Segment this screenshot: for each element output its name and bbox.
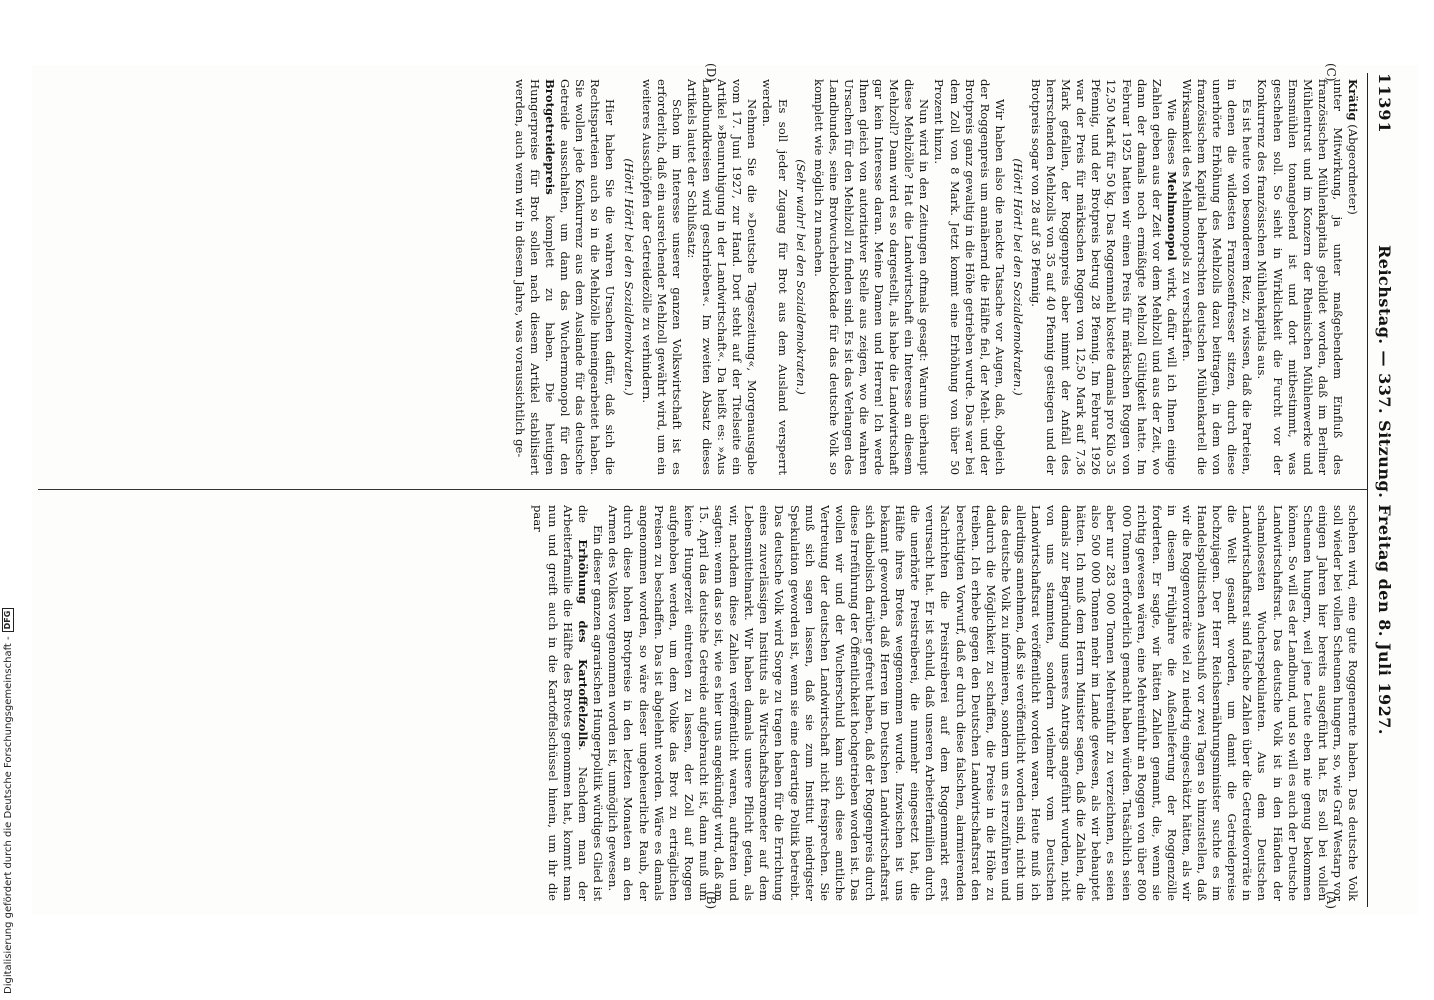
text-run: Schon im Interesse unserer ganzen Volkswirtschaft ist es erforderlich, daß ein ausreichender Mehlzoll gewährt wird, um ein weiteres Ausschöpfen der Getreidezölle zu verhindern. xyxy=(639,79,684,475)
interjection xyxy=(1010,79,1025,475)
paragraph xyxy=(1254,79,1345,475)
text-run: unter Mitwirkung, ja unter maßgebendem Einfluß des französischen Mühlenkapitals gebildet worden, daß im Berliner Mühlentrust und im Konzern der Rheinischen Mühlenwerke und Emsmühlen tonangebend ist und dort mitbestimmt, was geschehen soll. So sieht in Wirklichkeit die Furcht vor der Konkurrenz des französischen Mühlenkapitals aus. xyxy=(1255,79,1345,475)
text-run: Nun wird in den Zeitungen oftmals gesagt: Warum überhaupt diese Mehlzölle? Hat die Landwirtschaft ein Interesse an diesem Mehlzoll? Dann wird es so dargestellt, als habe die Landwirtschaft gar kein Interesse daran. Meine Damen und Herren! Ich werde Ihnen gleich von autoritativer Stelle aus zeigen, wo die wahren Ursachen für den Mehlzoll zu finden sind. Es ist das Verlangen des Landbundes, seine Brotwucherblockade für das deutsche Volk so komplett wie möglich zu machen. xyxy=(811,79,932,475)
text-run: Nehmen Sie die »Deutsche Tageszeitung«, Morgenausgabe vom 17. Juni 1927, zur Hand. Dort steht auf der Titelseite ein Artikel »Beunruhigung in der Landwirtschaft«. Da heißt es: »Aus Landbundkreisen wird geschrieben«. Im zweiten Absatz dieses Artikels lautet der Schlußsatz: xyxy=(684,79,760,475)
paragraph xyxy=(811,79,932,475)
emphasis: Erhöhung des Kartoffelzolls xyxy=(576,539,591,747)
interjection xyxy=(793,79,808,475)
margin-mark-c: (C) xyxy=(1324,63,1338,82)
text-run: Hier haben Sie die wahren Ursachen dafür, daß sich die Rechtsparteien auch so in die Mehlzölle hineingearbeitet haben. Sie wollen jede Konkurrenz aus dem Auslande für das deutsche Getreide ausschalten, um dann das Wuchermonopol für den xyxy=(558,79,618,475)
page-number: 11391 xyxy=(1375,73,1394,134)
paragraph xyxy=(530,505,605,901)
paragraph xyxy=(759,79,789,475)
emphasis: Brotgetreidepreis xyxy=(543,79,558,195)
text-run: Es soll jeder Zugang für Brot aus dem Ausland versperrt werden. xyxy=(760,79,790,475)
text-run: Es ist heute von besonderem Reiz, zu wissen, daß die Parteien, in denen die wildesten Franzosenfresser sitzen, durch diese unerhörte Erhöhung des Mehlzolls dazu beitragen, in dem von französischem Kapital beherrschten deutschen Mühlenkartell die Wirksamkeit des Mehlmonopols zu verschärfen. xyxy=(1179,79,1255,475)
speaker-line xyxy=(1345,79,1360,475)
text-run: Ein dieser ganzen agrarischen Hungerpolitik würdiges Glied ist die xyxy=(576,505,606,901)
text-run: schehen wird, eine gute Roggenernte haben. Das deutsche Volk soll wieder bei vollen Scheunen hungern, so, wie Graf Westarp vor einigen Jahren hier bereits ausgeführt hat. Es soll bei vollen Scheunen hungern, weil jene Leute eben nie genug bekommen können. So will es der Landbund, und so will es auch der Deutsche Landwirtschaftsrat. Das deutsche Volk ist in den Händen der schamlosesten Wucherspekulanten. Aus dem Deutschen Landwirtschaftsrat sind falsche Zahlen über die Getreidevorräte in die Welt gesandt worden, um damit die Getreidepreise hochzujagen. Der Herr Reichsernährungsminister suchte es im Handelspolitischen Ausschuß vor zwei Tagen so hinzustellen, daß wir die Roggenvorräte viel zu niedrig eingeschätzt hätten, als wir in diesem Frühjahre die Außenlieferung der Roggenzölle forderten. Er sagte, wir hätten Zahlen genannt, die, wenn sie richtig gewesen wären, eine Mehreinfuhr an Roggen von über 800 000 Tonnen erforderlich gemacht haben würden. Tatsächlich seien aber nur 283 000 Tonnen Mehreinfuhr zu verzeichnen, es seien also 500 000 Tonnen mehr im Lande gewesen, als wir behauptet hätten. Ich muß dem Herrn Minister sagen, daß die Zahlen, die damals zur Begründung unseres Antrags angeführt wurden, nicht von uns stammten, sondern vielmehr vom Deutschen Landwirtschaftsrat veröffentlicht worden waren. Heute muß ich allerdings annehmen, daß sie veröffentlicht worden sind, nicht um das deutsche Volk zu informieren, sondern um es irrezuführen und dadurch die Möglichkeit zu schaffen, die Preise in die Höhe zu treiben. Ich erhebe gegen den Deutschen Landwirtschaftsrat den berechtigten Vorwurf, daß er durch diese falschen, alarmierenden Nachrichten die Preistreiberei auf dem Roggenmarkt erst verursacht hat. Er ist schuld, daß unseren Arbeiterfamilien durch die unerhörte Preistreiberei, die nunmehr eingesetzt hat, die Hälfte ihres Brotes weggenommen wurde. Inzwischen ist uns bekannt geworden, daß Herren im Deutschen Landwirtschaftsrat sich diabolisch darüber gefreut haben, daß der Roggenpreis durch diese Irreführung der Öffentlichkeit hochgetrieben worden ist. Das wollen wir und der Wucherschuld kann sich diese amtliche Vertretung der deutschen Landwirtschaft nicht freisprechen. Sie muß sich sagen lassen, daß sie zum Institut niedrigster Spekulation geworden ist, wenn sie eine derartige Politik betreibt. Das deutsche Volk wird Sorge zu tragen haben für die Errichtung eines zuverlässigen Instituts als Wirtschaftsbarometer auf dem Lebensmittelmarkt. Wir haben damals unsere Pflicht getan, als wir, nachdem diese Zahlen veröffentlicht waren, auftraten und sagten: wenn das so ist, wie es hier uns angekündigt wird, daß am 15. April das deutsche Getreide aufgebraucht ist, dann muß um keine Hungerzeit eintreten zu lassen, der Zoll auf Roggen aufgehoben werden, um dem Volke das Brot zu erträglichen Preisen zu beschaffen. Das ist abgelehnt worden. Wäre es damals angenommen worden, so wäre dieser ungeheuerliche Raub, der durch diese hohen Brotpreise in den letzten Monaten an den Armen des Volkes vorgenommen worden ist, unmöglich gewesen. xyxy=(606,505,1360,901)
text-run: Wir haben also die nackte Tatsache vor Augen, daß, obgleich der Roggenpreis um annähernd die Hälfte fiel, der Mehl- und der Brotpreis ganz gewaltig in die Höhe getrieben wurde. Das war bei dem Zoll von 8 Mark. Jetzt kommt eine Erhöhung von über 50 Prozent hinzu. xyxy=(932,79,1007,475)
text-run: (Hört! Hört! bei den Sozialdemokraten.) xyxy=(621,158,636,396)
text-run: wirkt, dafür will ich Ihnen einige Zahlen geben aus der Zeit vor dem Mehlzoll und aus der Zeit, wo dann der damals noch ermäßigte Mehlzoll Gültigkeit hatte. Im Februar 1925 hatten wir einen Preis für märkischen Roggen von 12,50 Mark für 50 kg. Das Roggenmehl kostete damals pro Kilo 35 Pfennig, und der Brotpreis betrug 28 Pfennig. Im Februar 1926 war der Preis für märkischen Roggen von 12,50 Mark auf 7,36 Mark gefallen, der Roggenpreis aber nimmt der Anfall des herrschenden Mehlzolls von 35 auf 40 Pfennig gestiegen und der Brotpreis sogar von 28 auf 36 Pfennig. xyxy=(1029,79,1179,475)
digitization-credit xyxy=(0,0,16,1000)
paragraph xyxy=(512,79,618,475)
margin-mark-b: (B) xyxy=(704,891,718,910)
running-title: Reichstag. — 337. Sitzung. Freitag den 8. Juli 1927. xyxy=(1375,245,1394,735)
paragraph xyxy=(605,505,1360,901)
text-run: (Abgeordneter) xyxy=(1346,120,1360,215)
text-run: komplett zu haben. Die heutigen Hungerpreise für Brot sollen nach diesem Artikel stabilisiert werden, auch wenn wir in diesem Jahre, was voraussichtlich ge- xyxy=(512,79,558,475)
paragraph xyxy=(684,79,759,475)
paragraph xyxy=(1179,79,1254,475)
paragraph xyxy=(931,79,1006,475)
margin-mark-a: (A) xyxy=(1324,891,1338,910)
paragraph xyxy=(1028,79,1179,475)
dfg-logo: DFG xyxy=(2,608,14,633)
credit-text: Digitalisierung gefördert durch die Deutsche Forschungsgemeinschaft - xyxy=(2,636,14,994)
page-header xyxy=(1367,73,1398,907)
interjection xyxy=(621,79,636,475)
margin-mark-d: (D) xyxy=(704,63,718,82)
paragraph xyxy=(639,79,684,475)
text-column-left xyxy=(40,79,1360,475)
text-column-right xyxy=(40,505,1360,901)
text-run: Wie dieses xyxy=(1164,99,1179,172)
document-page xyxy=(32,65,1418,915)
column-divider xyxy=(38,489,1368,490)
emphasis: Krätig xyxy=(1346,79,1360,121)
text-run: . Nachdem man der Arbeiterfamilie die Hälfte des Brotes genommen hat, kommt man nun und greift auch in die Kartoffelschüssel hinein, um ihr die paar xyxy=(530,505,591,901)
emphasis: Mehlmonopol xyxy=(1164,171,1179,261)
text-run: (Hört! Hört! bei den Sozialdemokraten.) xyxy=(1010,158,1025,396)
text-run: (Sehr wahr! bei den Sozialdemokraten.) xyxy=(793,159,808,395)
